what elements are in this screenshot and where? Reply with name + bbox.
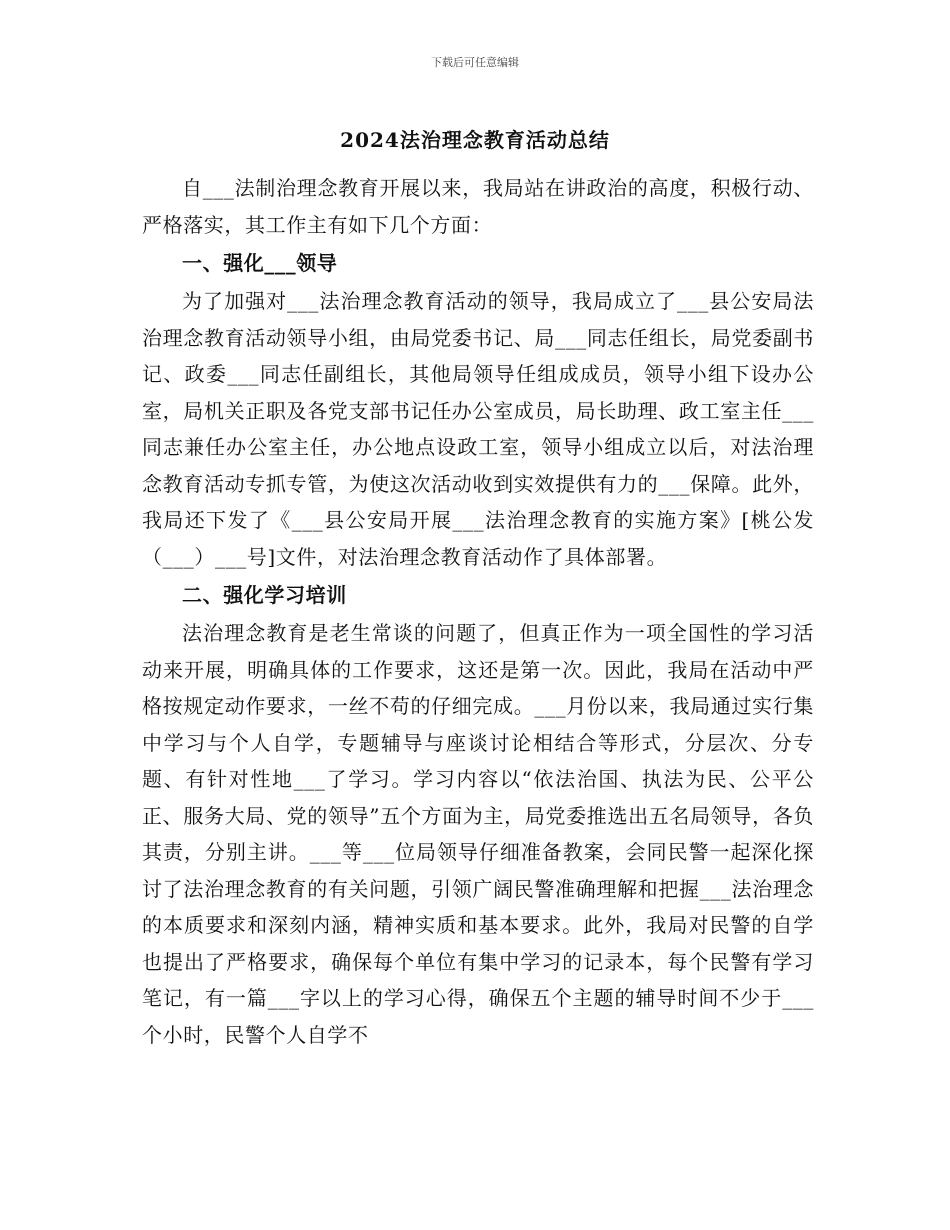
page-header-note: 下载后可任意编辑	[431, 56, 519, 69]
section-1-paragraph: 为了加强对___法治理念教育活动的领导，我局成立了___县公安局法治理念教育活动领导小组，由局党委书记、局___同志任组长，局党委副书记、政委___同志任副组长，其他局领导任组成成员，领导小组下设办公室，局机关正职及各党支部书记任办公室成员，局长助理、政工室主任___同志兼任办公室主任，办公地点设政工室，领导小组成立以后，对法治理念教育活动专抓专管，为使这次活动收到实效提供有力的___保障。此外，我局还下发了《___县公安局开展___法治理念教育的实施方案》[桃公发（___）___号]文件，对法治理念教育活动作了具体部署。	[142, 289, 814, 569]
section-heading-2: 二、强化学习培训	[182, 583, 347, 607]
section-heading-1: 一、强化___领导	[182, 251, 338, 275]
document-title: 2024法治理念教育活动总结	[340, 128, 610, 152]
intro-paragraph: 自___法制治理念教育开展以来，我局站在讲政治的高度，积极行动、严格落实，其工作主有如下几个方面：	[142, 176, 814, 237]
document-body	[142, 170, 814, 1053]
section-2-paragraph: 法治理念教育是老生常谈的问题了，但真正作为一项全国性的学习活动来开展，明确具体的工作要求，这还是第一次。因此，我局在活动中严格按规定动作要求，一丝不苟的仔细完成。___月份以来，我局通过实行集中学习与个人自学，专题辅导与座谈讨论相结合等形式，分层次、分专题、有针对性地___了学习。学习内容以“依法治国、执法为民、公平公正、服务大局、党的领导”五个方面为主，局党委推选出五名局领导，各负其责，分别主讲。___等___位局领导仔细准备教案，会同民警一起深化探讨了法治理念教育的有关问题，引领广阔民警准确理解和把握___法治理念的本质要求和深刻内涵，精神实质和基本要求。此外，我局对民警的自学也提出了严格要求，确保每个单位有集中学习的记录本，每个民警有学习笔记，有一篇___字以上的学习心得，确保五个主题的辅导时间不少于___个小时，民警个人自学不	[142, 621, 814, 1047]
